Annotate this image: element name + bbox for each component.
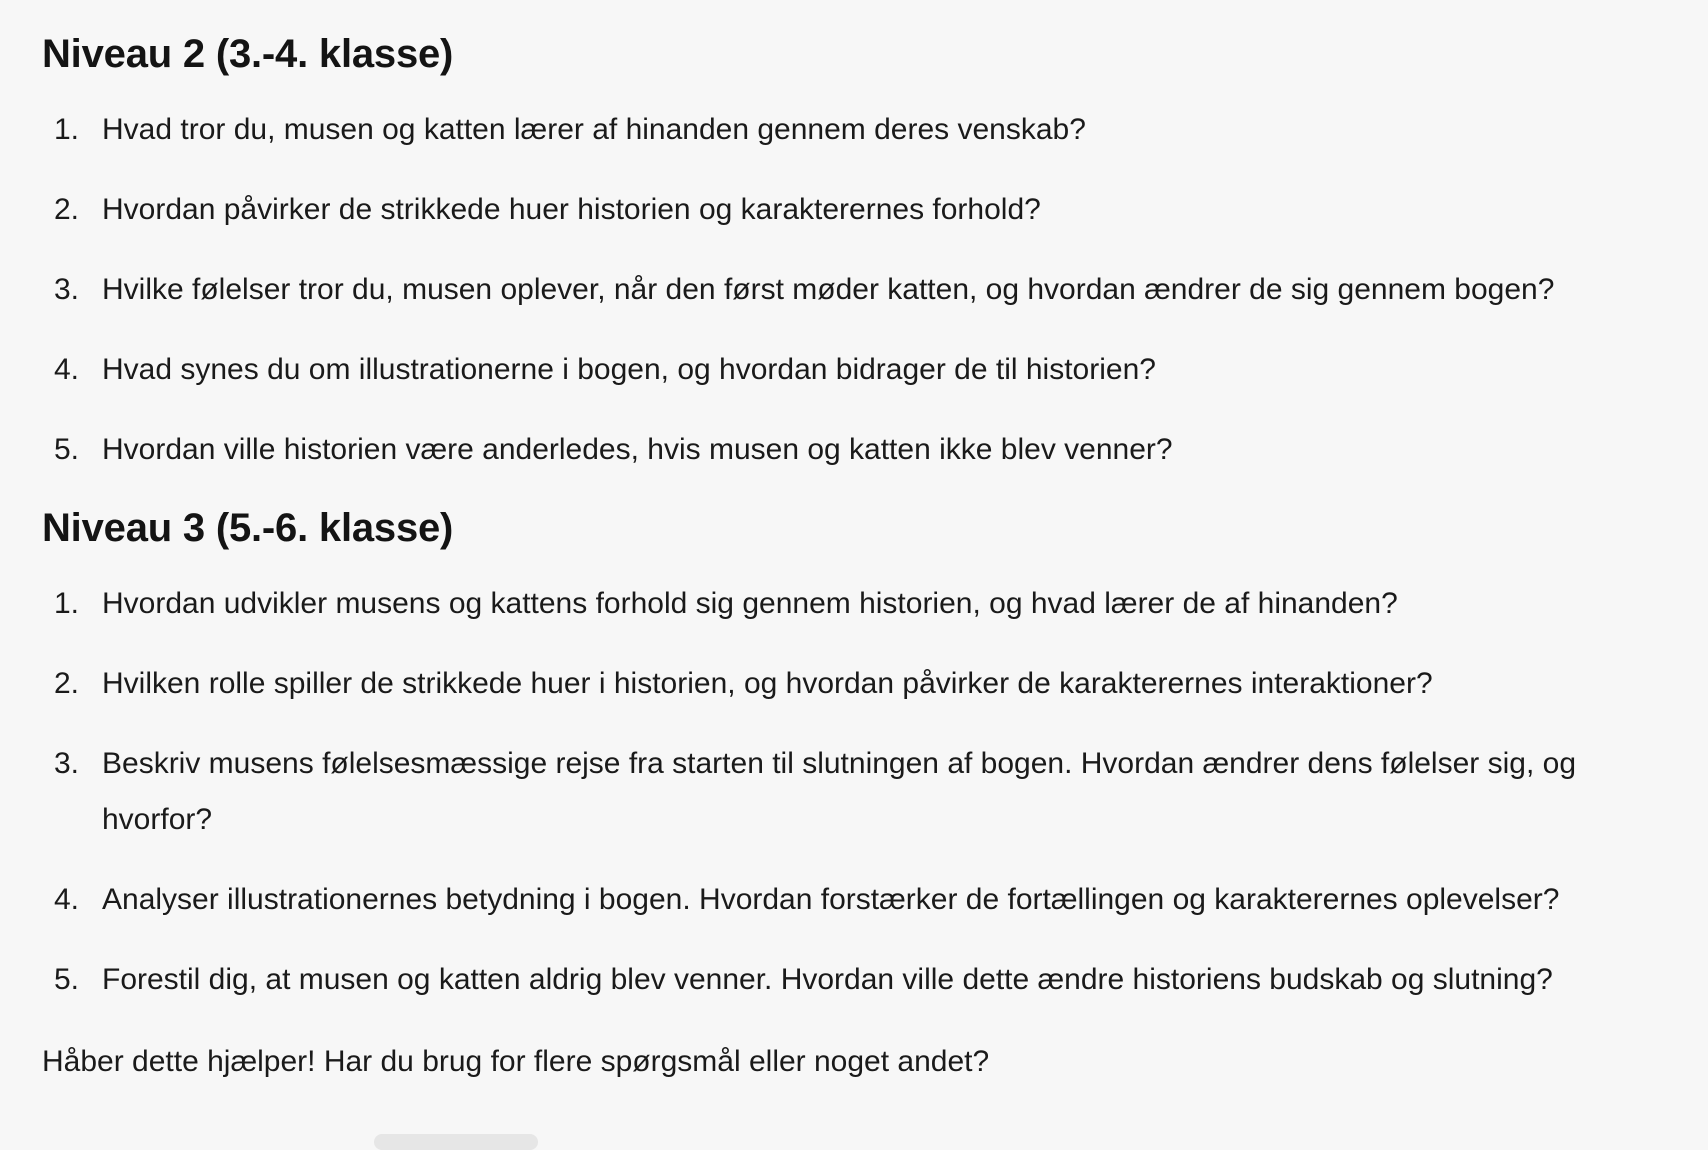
question-text: Hvilken rolle spiller de strikkede huer i historien, og hvordan påvirker de karakterernes interaktioner? [102,667,1433,700]
list-item [42,736,1682,848]
question-text: Hvordan påvirker de strikkede huer historien og karakterernes forhold? [102,193,1041,226]
list-number: 1. [54,113,80,146]
list-number: 1. [54,587,80,620]
question-text: Hvordan ville historien være anderledes, hvis musen og katten ikke blev venner? [102,433,1173,466]
list-item [42,576,1682,632]
list-number: 5. [54,963,80,996]
closing-message: Håber dette hjælper! Har du brug for flere spørgsmål eller noget andet? [42,1045,990,1078]
list-item [42,262,1682,318]
list-number: 2. [54,193,80,226]
section-heading-niveau-3: Niveau 3 (5.-6. klasse) [42,506,454,550]
question-list-niveau-2 [42,102,1682,478]
list-item [42,102,1682,158]
list-item [42,342,1682,398]
list-number: 4. [54,883,80,916]
list-number: 5. [54,433,80,466]
list-item [42,182,1682,238]
question-text: Hvilke følelser tror du, musen oplever, når den først møder katten, og hvordan ændrer de sig gennem bogen? [102,273,1555,306]
chat-response [42,30,1682,1090]
question-text: Hvad synes du om illustrationerne i bogen, og hvordan bidrager de til historien? [102,353,1156,386]
question-text: Analyser illustrationernes betydning i bogen. Hvordan forstærker de fortællingen og karakterernes oplevelser? [102,883,1560,916]
list-number: 4. [54,353,80,386]
section-heading-niveau-2: Niveau 2 (3.-4. klasse) [42,32,454,76]
list-item [42,952,1682,1008]
list-number: 3. [54,273,80,306]
question-list-niveau-3 [42,576,1682,1008]
question-text: Hvad tror du, musen og katten lærer af hinanden gennem deres venskab? [102,113,1086,146]
list-number: 3. [54,747,80,780]
action-toolbar[interactable] [374,1134,538,1150]
list-item [42,656,1682,712]
question-text: Forestil dig, at musen og katten aldrig blev venner. Hvordan ville dette ændre historiens budskab og slutning? [102,963,1553,996]
question-text: Beskriv musens følelsesmæssige rejse fra starten til slutningen af bogen. Hvordan ændrer dens følelser sig, og hvorfor? [102,747,1576,836]
question-text: Hvordan udvikler musens og kattens forhold sig gennem historien, og hvad lærer de af hinanden? [102,587,1398,620]
list-item [42,872,1682,928]
list-number: 2. [54,667,80,700]
list-item [42,422,1682,478]
